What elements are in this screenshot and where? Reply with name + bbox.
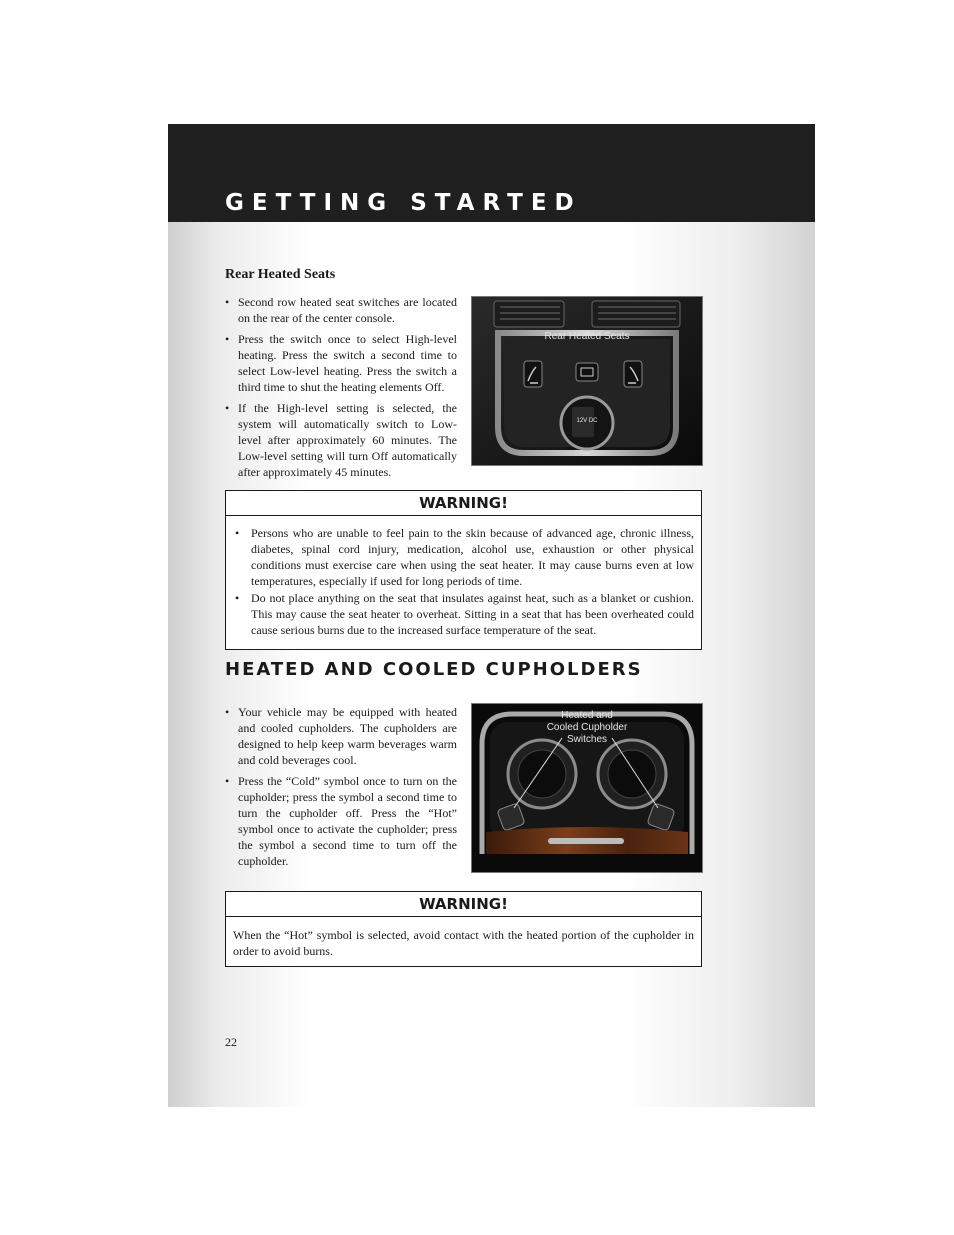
photo-label-line: Cooled Cupholder [546,722,628,733]
warning-box-cupholder [225,891,702,967]
photo-label-rear-heated-seats: Rear Heated Seats [544,331,630,342]
list-item: • If the High-level setting is selected, the system will automatically switch to Low-level after approximately 60 minutes. The Low-level setting will turn Off automatically after approximately 45 minutes. [225,400,457,480]
rear-heated-seats-photo [471,296,703,466]
warning-text: When the “Hot” symbol is selected, avoid contact with the heated portion of the cupholder in order to avoid burns. [233,928,694,958]
rear-heated-seats-heading: Rear Heated Seats [225,267,336,282]
warning-box-seat-heater [225,490,702,650]
console-illustration [472,297,702,465]
warning-title: WARNING! [226,491,701,516]
cupholders-photo [471,703,703,873]
rear-heated-seats-list [225,294,457,485]
list-item: • Do not place anything on the seat that insulates against heat, such as a blanket or cushion. This may cause the seat heater to overheat. Sitting in a seat that has been overheated could cause serious burns due to the increased surface temperature of the seat. [233,590,694,638]
header-band [168,124,815,222]
list-item: • Your vehicle may be equipped with heated and cooled cupholders. The cupholders are designed to help keep warm beverages warm and cold beverages cool. [225,704,457,768]
warning-list [226,516,701,645]
section-title: GETTING STARTED [225,190,582,216]
page-number: 22 [225,1035,237,1049]
list-item: • Persons who are unable to feel pain to the skin because of advanced age, chronic illness, diabetes, spinal cord injury, medication, alcohol use, exhaustion or other physical conditions must exercise care when using the seat heater. It may cause burns even at low temperatures, especially if used for long periods of time. [233,525,694,589]
list-item: • Press the switch once to select High-level heating. Press the switch a second time to select Low-level heating. Press the switch a third time to shut the heating elements Off. [225,331,457,395]
outlet-label: 12V DC [576,418,598,424]
photo-label-line: Switches [566,734,607,745]
list-item: • Second row heated seat switches are located on the rear of the center console. [225,294,457,326]
manual-page [168,124,815,1107]
warning-title: WARNING! [226,892,701,917]
cupholders-list [225,704,457,874]
photo-label-line: Heated and [561,710,613,721]
cupholders-heading: HEATED AND COOLED CUPHOLDERS [225,659,643,680]
photo-label-cupholder-switches [527,710,647,746]
list-item: • Press the “Cold” symbol once to turn on the cupholder; press the symbol a second time to turn the cupholder off. Press the “Hot” symbol once to activate the cupholder; press the symbol a second time to turn off the cupholder. [225,773,457,869]
